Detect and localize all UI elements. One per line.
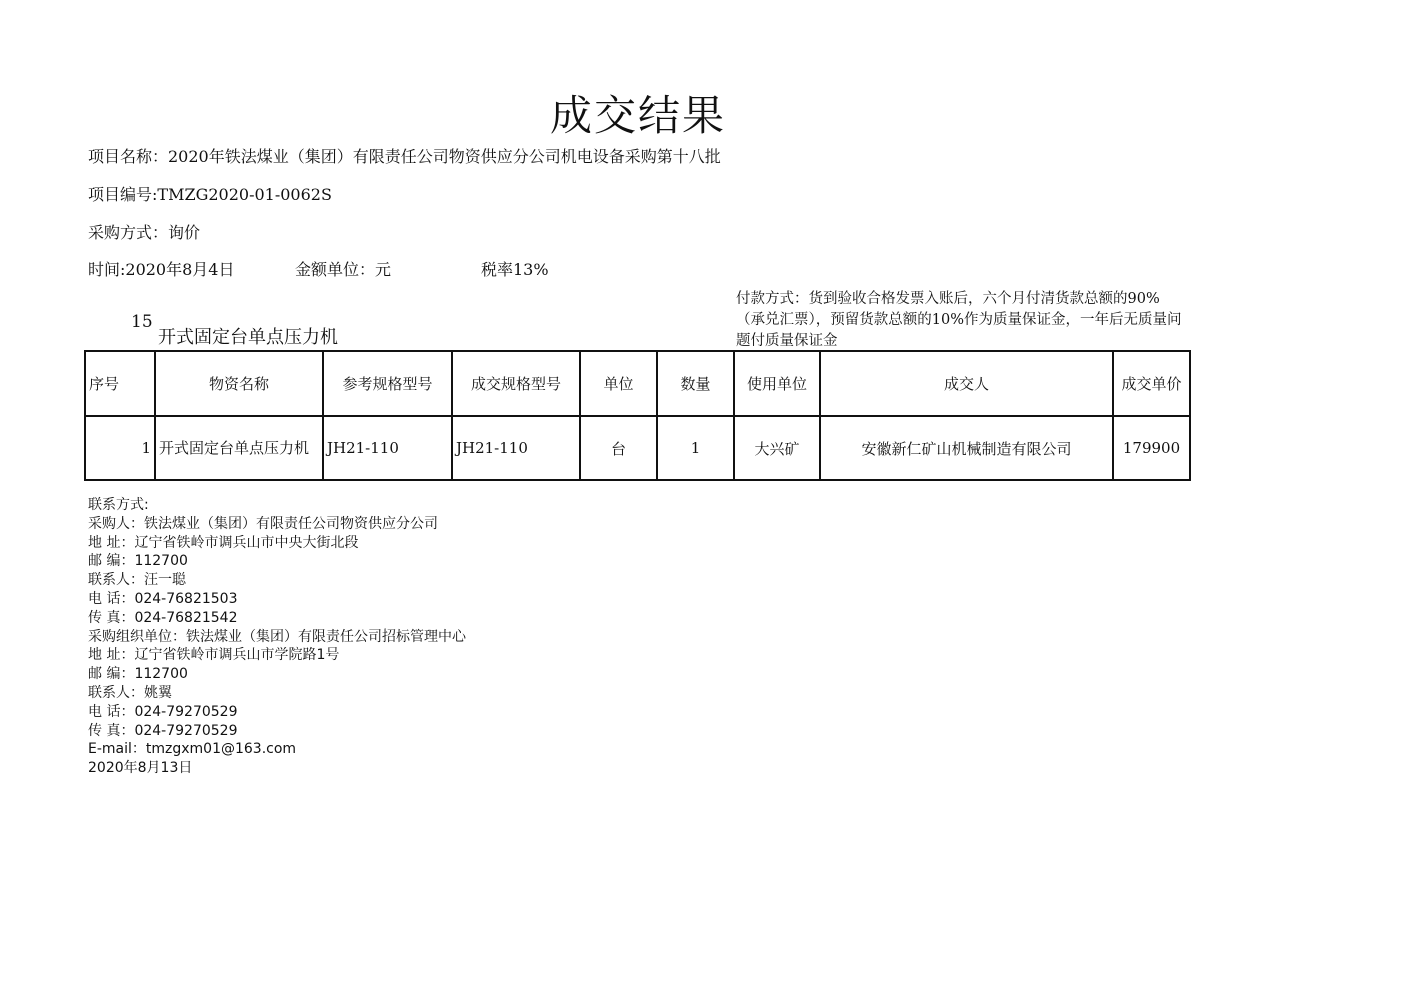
cell-ref-spec: JH21-110 (323, 416, 452, 480)
amount-unit: 金额单位：元 (295, 260, 392, 279)
project-number: 项目编号:TMZG2020-01-0062S (88, 185, 332, 204)
col-header-unit-price: 成交单价 (1113, 351, 1190, 416)
organizer-fax: 传 真：024-79270529 (88, 722, 238, 739)
purchaser-line: 采购人：铁法煤业（集团）有限责任公司物资供应分公司 (88, 515, 438, 532)
col-header-ref-spec: 参考规格型号 (323, 351, 452, 416)
purchaser-postcode: 邮 编：112700 (88, 553, 188, 570)
item-heading: 开式固定台单点压力机 (158, 327, 338, 348)
col-header-material-name: 物资名称 (155, 351, 323, 416)
purchaser-phone: 电 话：024-76821503 (88, 590, 238, 607)
purchaser-fax: 传 真：024-76821542 (88, 609, 238, 626)
organizer-contact: 联系人：姚翼 (88, 684, 172, 701)
col-header-seq: 序号 (85, 351, 155, 416)
cell-material-name: 开式固定台单点压力机 (155, 416, 323, 480)
result-table (84, 350, 1191, 481)
procurement-method: 采购方式：询价 (88, 223, 201, 242)
cell-seq: 1 (85, 416, 155, 480)
cell-quantity: 1 (657, 416, 734, 480)
organizer-line: 采购组织单位：铁法煤业（集团）有限责任公司招标管理中心 (88, 628, 466, 645)
table-header-row (85, 351, 1190, 416)
payment-terms: 付款方式：货到验收合格发票入账后，六个月付清货款总额的90%（承兑汇票），预留货款总额的10%作为质量保证金，一年后无质量问题付质量保证金 (736, 291, 1182, 349)
cell-deal-spec: JH21-110 (452, 416, 580, 480)
purchaser-address: 地 址：辽宁省铁岭市调兵山市中央大街北段 (88, 534, 359, 551)
cell-user-unit: 大兴矿 (734, 416, 820, 480)
project-name: 项目名称：2020年铁法煤业（集团）有限责任公司物资供应分公司机电设备采购第十八批 (88, 147, 721, 166)
tax-rate: 税率13% (481, 260, 549, 279)
organizer-address: 地 址：辽宁省铁岭市调兵山市学院路1号 (88, 647, 340, 664)
organizer-phone: 电 话：024-79270529 (88, 703, 238, 720)
signature-date: 2020年8月13日 (88, 760, 193, 777)
organizer-postcode: 邮 编：112700 (88, 666, 188, 683)
page-title: 成交结果 (549, 91, 726, 140)
cell-unit: 台 (580, 416, 657, 480)
col-header-deal-spec: 成交规格型号 (452, 351, 580, 416)
col-header-supplier: 成交人 (820, 351, 1113, 416)
purchaser-contact: 联系人：汪一聪 (88, 572, 186, 589)
cell-supplier: 安徽新仁矿山机械制造有限公司 (820, 416, 1113, 480)
cell-unit-price: 179900 (1113, 416, 1190, 480)
item-number: 15 (131, 312, 153, 332)
date-text: 时间:2020年8月4日 (88, 260, 235, 279)
table-row (85, 416, 1190, 480)
col-header-user-unit: 使用单位 (734, 351, 820, 416)
col-header-quantity: 数量 (657, 351, 734, 416)
email-line: E-mail：tmzgxm01@163.com (88, 741, 297, 758)
contact-block (88, 496, 466, 778)
col-header-unit: 单位 (580, 351, 657, 416)
contact-heading: 联系方式: (88, 497, 149, 513)
